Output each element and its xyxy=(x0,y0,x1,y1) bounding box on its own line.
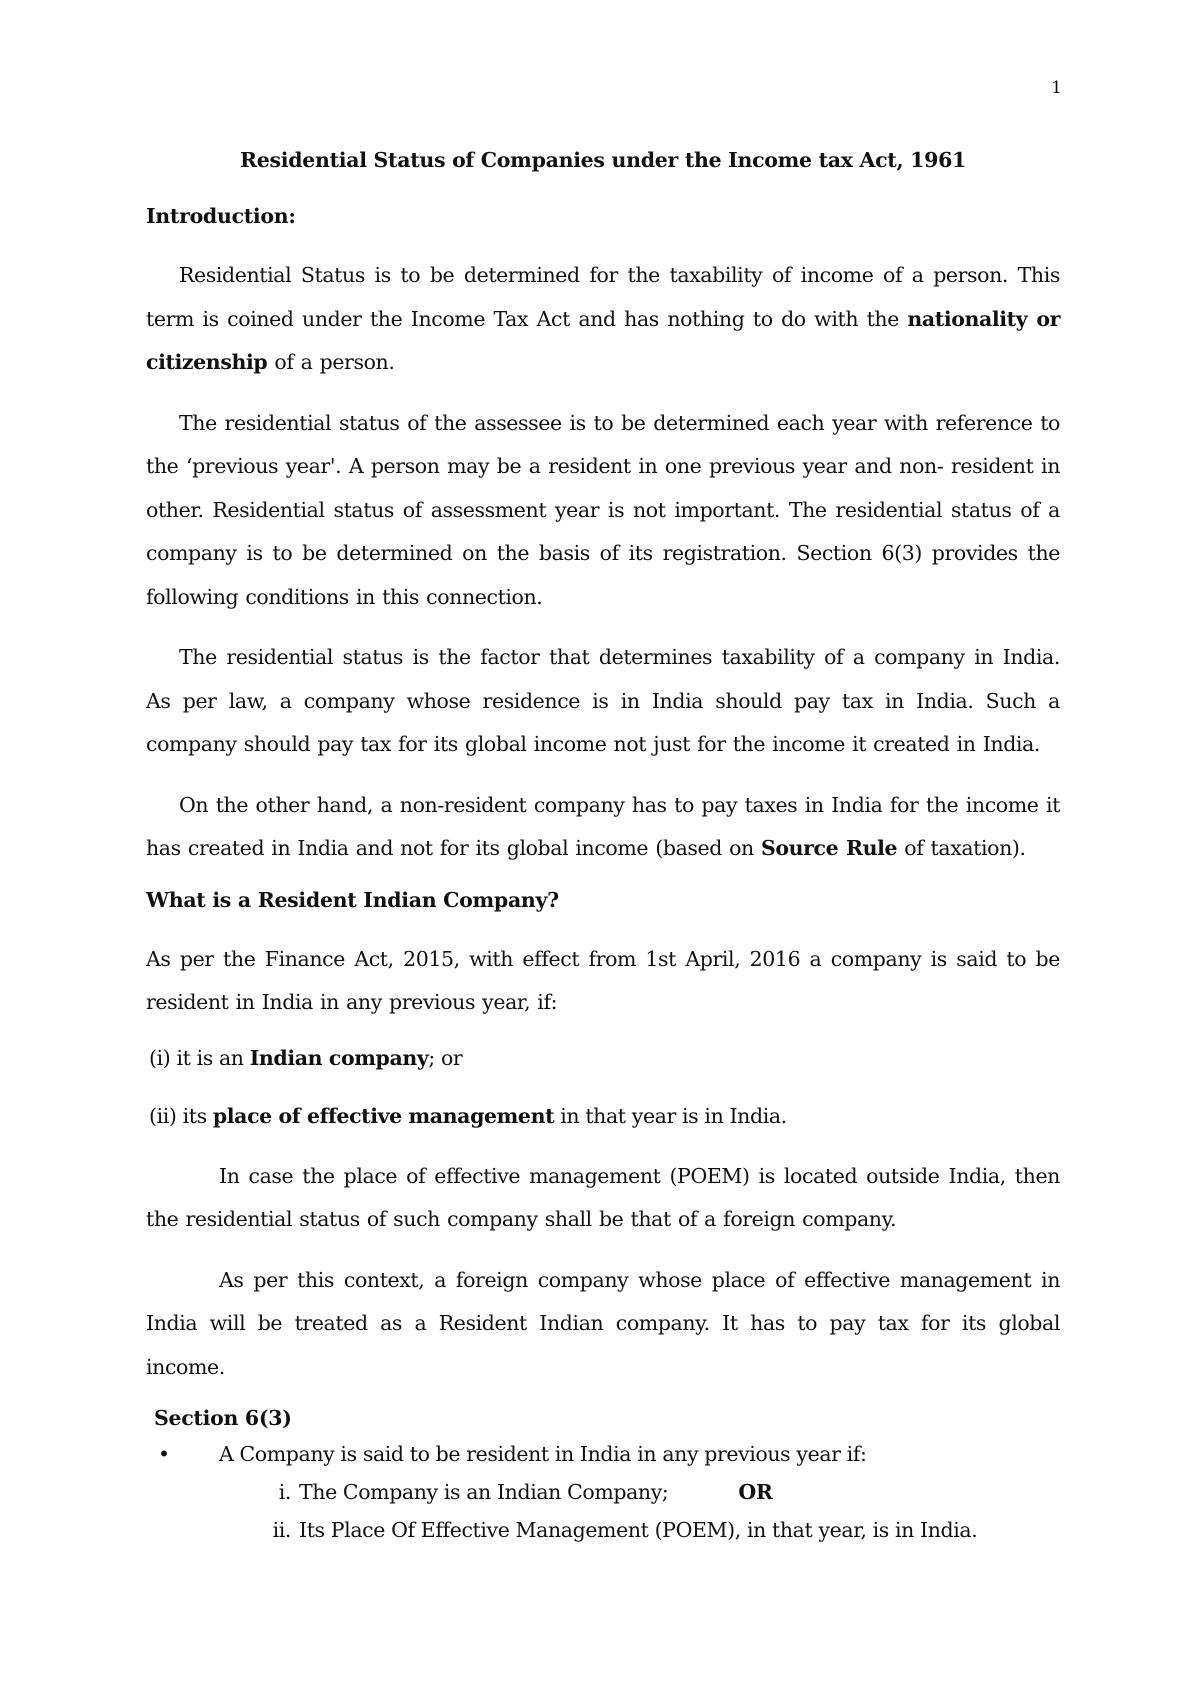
paragraph-foreign-company: As per this context, a foreign company whose place of effective management in India will be treated as a Resident Indian company. It has to pay tax for its global income. xyxy=(146,1267,1060,1379)
condition-item-2: (ii) its place of effective management in that year is in India. xyxy=(149,1103,787,1128)
page-number: 1 xyxy=(1051,78,1062,98)
bullet-icon: • xyxy=(158,1442,170,1466)
section-6-3-heading: Section 6(3) xyxy=(154,1406,292,1430)
resident-company-heading: What is a Resident Indian Company? xyxy=(146,887,559,912)
document-body xyxy=(146,148,1060,1546)
roman-numeral-list xyxy=(261,1470,1060,1546)
condition-item-1: (i) it is an Indian company; or xyxy=(149,1045,463,1070)
paragraph-residential-status: The residential status of the assessee is to be determined each year with reference to the ‘previous year'. A person may be a resident in one previous year and non- resident in other. Residential status of assessment year is not important. The residential status of a company is to be determined on the basis of its registration. Section 6(3) provides the following conditions in this connection. xyxy=(146,410,1060,609)
document-title: Residential Status of Companies under the Income tax Act, 1961 xyxy=(240,148,966,172)
paragraph-taxability: The residential status is the factor that determines taxability of a company in India. As per law, a company whose residence is in India should pay tax in India. Such a company should pay tax for its global income not just for the income it created in India. xyxy=(146,645,1060,756)
bullet-text: A Company is said to be resident in India in any previous year if: xyxy=(219,1442,867,1466)
list-item: i. The Company is an Indian Company; OR xyxy=(278,1480,773,1504)
or-label: OR xyxy=(738,1480,773,1504)
introduction-heading: Introduction: xyxy=(146,204,296,228)
paragraph-poem-outside: In case the place of effective management (POEM) is located outside India, then the residential status of such company shall be that of a foreign company. xyxy=(146,1163,1060,1231)
paragraph-non-resident: On the other hand, a non-resident company has to pay taxes in India for the income it has created in India and not for its global income (based on Source Rule of taxation). xyxy=(146,792,1060,860)
bullet-item xyxy=(146,1438,1060,1470)
paragraph-finance-act: As per the Finance Act, 2015, with effect from 1st April, 2016 a company is said to be resident in India in any previous year, if: xyxy=(146,946,1060,1014)
paragraph-intro: Residential Status is to be determined for the taxability of income of a person. This term is coined under the Income Tax Act and has nothing to do with the nationality or citizenship of a person. xyxy=(146,263,1060,374)
list-item: ii. Its Place Of Effective Management (POEM), in that year, is in India. xyxy=(272,1518,978,1542)
